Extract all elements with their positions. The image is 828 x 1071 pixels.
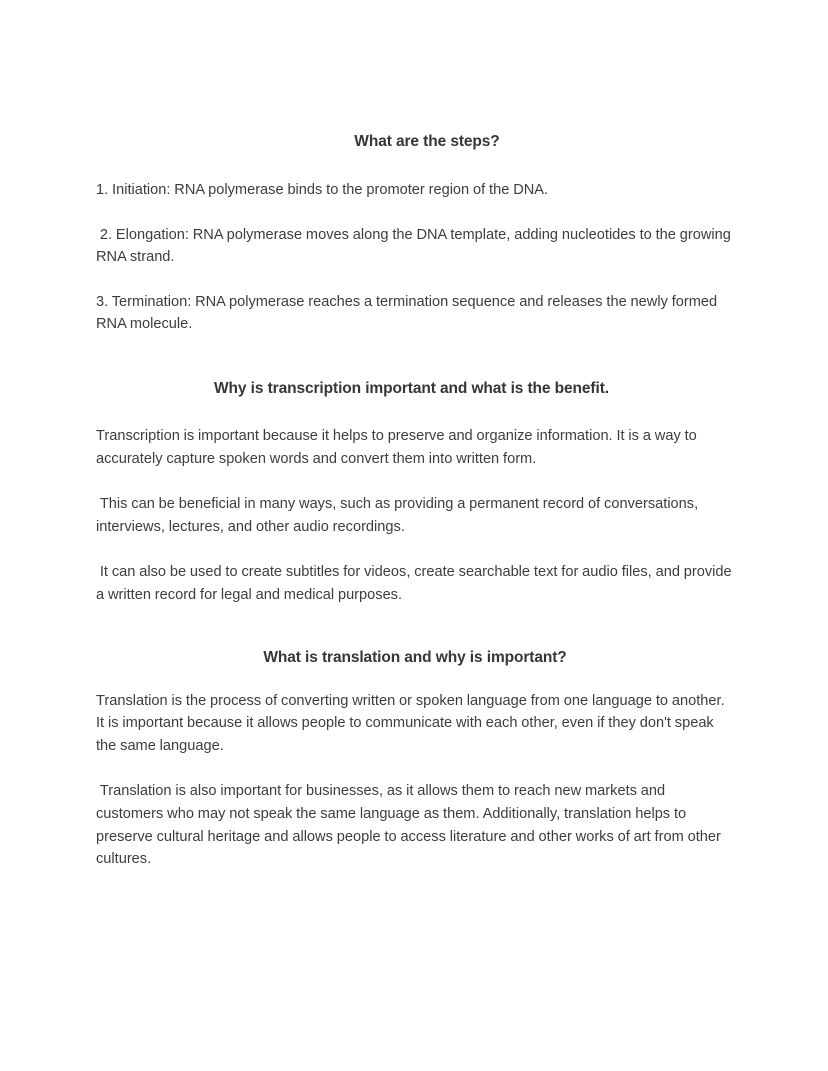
paragraph-translation-definition: Translation is the process of converting written or spoken language from one language to another. It is important because it allows people to communicate with each other, even if they don't speak the same language. [96,692,729,754]
section-heading-steps: What are the steps? [354,133,500,150]
spacer [96,202,732,224]
spacer [96,336,732,379]
spacer [96,399,732,425]
section-2 [96,379,732,399]
paragraph-termination: 3. Termination: RNA polymerase reaches a termination sequence and releases the newly formed RNA molecule. [96,293,721,333]
spacer [96,470,732,493]
section-heading-transcription-importance: Why is transcription important and what is the benefit. [214,379,609,397]
section-heading-translation: What is translation and why is important? [263,648,567,666]
section-1 [96,132,732,152]
spacer [96,538,732,561]
spacer [96,607,732,648]
spacer [96,757,732,780]
paragraph-translation-business: Translation is also important for businesses, as it allows them to reach new markets and customers who may not speak the same language as them. Additionally, translation helps to preserve cultural heritage and allows people to access literature and other works of art from other cultures. [96,783,725,868]
document-content [96,132,736,871]
spacer [96,668,732,690]
paragraph-transcription-importance: Transcription is important because it helps to preserve and organize information. It is a way to accurately capture spoken words and convert them into written form. [96,427,701,467]
spacer [96,269,732,291]
paragraph-transcription-uses: It can also be used to create subtitles for videos, create searchable text for audio files, and provide a written record for legal and medical purposes. [96,564,736,603]
paragraph-initiation: 1. Initiation: RNA polymerase binds to the promoter region of the DNA. [96,182,549,198]
spacer [96,152,732,179]
paragraph-transcription-benefits: This can be beneficial in many ways, such as providing a permanent record of conversations, interviews, lectures, and other audio recordings. [96,496,703,535]
paragraph-elongation: 2. Elongation: RNA polymerase moves along the DNA template, adding nucleotides to the growing RNA strand. [96,226,735,266]
section-3 [96,648,732,668]
